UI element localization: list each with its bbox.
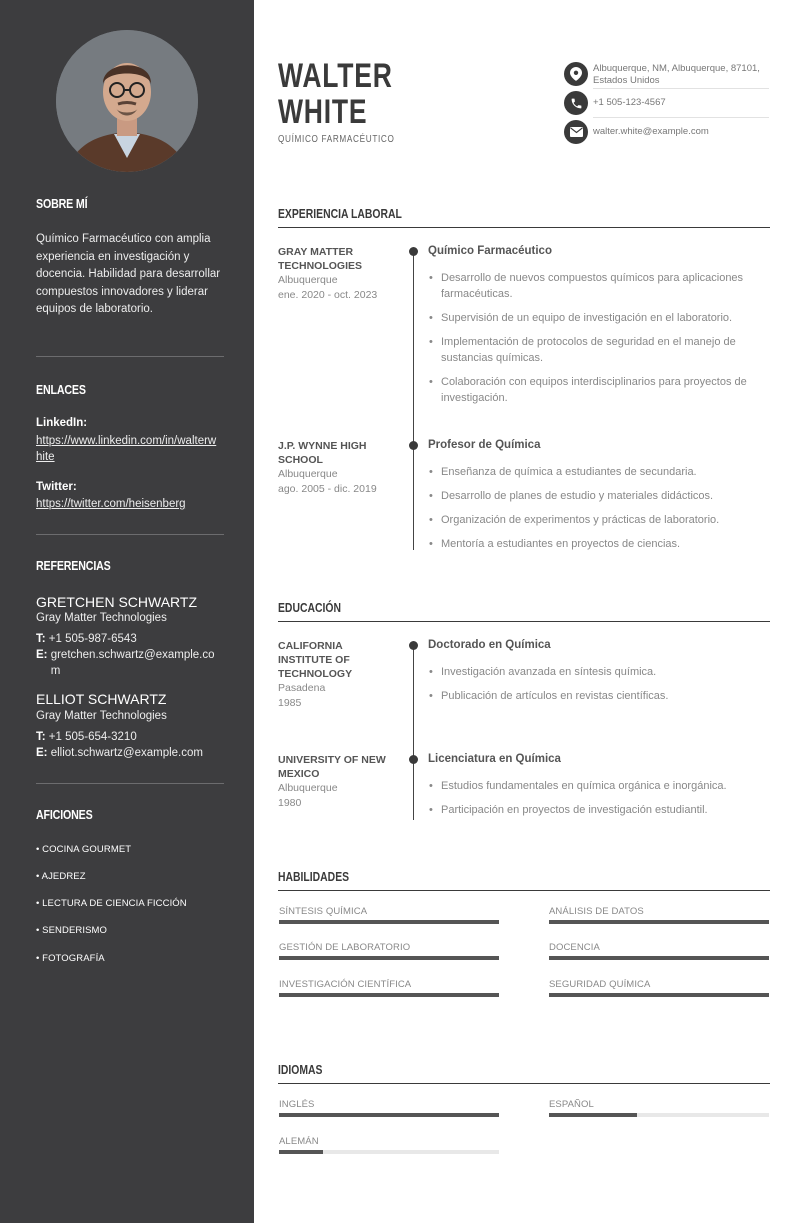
skill-item: [549, 942, 769, 960]
language-item: [279, 1136, 499, 1154]
degree-title: Doctorado en Química: [428, 639, 551, 651]
twitter-link[interactable]: https://twitter.com/heisenberg: [36, 498, 186, 510]
skill-bar: [549, 956, 769, 960]
language-item: [549, 1099, 769, 1117]
divider: [36, 356, 224, 357]
divider: [36, 534, 224, 535]
skill-label: SÍNTESIS QUÍMICA: [279, 906, 368, 917]
location-pin-icon: [564, 62, 588, 86]
date-range: ene. 2020 - oct. 2023: [278, 288, 378, 301]
reference-phone: [36, 729, 220, 745]
language-item: [279, 1099, 499, 1117]
location: Albuquerque: [278, 274, 338, 286]
sidebar: [0, 0, 254, 1223]
skill-bar: [279, 993, 499, 997]
divider: [593, 88, 769, 89]
skill-bar-fill: [279, 956, 499, 960]
contact-phone: [564, 91, 769, 117]
about-heading: SOBRE MÍ: [36, 196, 88, 211]
phone-text: +1 505-123-4567: [593, 97, 666, 108]
skill-bar-fill: [549, 993, 769, 997]
section-rule: [278, 227, 770, 228]
linkedin-label: LinkedIn:: [36, 417, 88, 429]
skill-label: INVESTIGACIÓN CIENTÍFICA: [279, 979, 412, 990]
list-item: • Estudios fundamentales en química orgánica e inorgánica.: [428, 778, 772, 794]
email-label: E:: [36, 649, 48, 661]
hobby-item: • COCINA GOURMET: [36, 844, 132, 855]
reference-name: GRETCHEN SCHWARTZ: [36, 594, 197, 610]
language-bar-fill: [549, 1113, 637, 1117]
divider: [36, 783, 224, 784]
institution-name: UNIVERSITY OF NEW MEXICO: [278, 754, 386, 780]
email-value: gretchen.schwartz@example.com: [50, 649, 215, 677]
skill-label: GESTIÓN DE LABORATORIO: [279, 942, 411, 953]
institution-name: CALIFORNIA INSTITUTE OF TECHNOLOGY: [278, 640, 353, 680]
email-value: elliot.schwartz@example.com: [50, 747, 203, 759]
contact-email: [564, 120, 769, 146]
skills-heading: HABILIDADES: [278, 869, 350, 884]
phone-value: +1 505-987-6543: [48, 633, 137, 645]
list-item: • Desarrollo de nuevos compuestos químicos para aplicaciones farmacéuticas.: [428, 270, 772, 302]
language-label: INGLÉS: [279, 1099, 315, 1110]
skill-bar-fill: [549, 920, 769, 924]
skill-bar-fill: [549, 956, 769, 960]
name-line: WALTER: [278, 57, 393, 95]
skill-label: ANÁLISIS DE DATOS: [549, 906, 644, 917]
list-item: • Investigación avanzada en síntesis química.: [428, 664, 772, 680]
bullet-list: [428, 270, 772, 414]
profile-photo: [56, 30, 198, 172]
list-item: • Mentoría a estudiantes en proyectos de ciencias.: [428, 536, 772, 552]
skill-item: [279, 942, 499, 960]
address-text: Albuquerque, NM, Albuquerque, 87101, Estados Unidos: [593, 63, 760, 86]
links-heading: ENLACES: [36, 382, 86, 397]
hobby-item: • FOTOGRAFÍA: [36, 953, 105, 964]
bullet-list: [428, 664, 772, 712]
linkedin-link[interactable]: https://www.linkedin.com/in/walterwhite: [36, 435, 217, 463]
twitter-label: Twitter:: [36, 481, 77, 493]
language-bar: [279, 1150, 499, 1154]
phone-icon: [564, 91, 588, 115]
skill-bar: [549, 920, 769, 924]
skill-item: [549, 906, 769, 924]
hobbies-heading: AFICIONES: [36, 807, 93, 822]
skill-bar: [279, 920, 499, 924]
job-title: QUÍMICO FARMACÉUTICO: [278, 134, 395, 145]
reference-email: [36, 647, 220, 679]
phone-label: T:: [36, 633, 46, 645]
skill-bar: [279, 956, 499, 960]
section-rule: [278, 890, 770, 891]
language-label: ESPAÑOL: [549, 1099, 594, 1110]
hobby-item: • AJEDREZ: [36, 871, 86, 882]
skill-item: [279, 979, 499, 997]
list-item: • Publicación de artículos en revistas científicas.: [428, 688, 772, 704]
reference-company: Gray Matter Technologies: [36, 612, 167, 624]
language-bar: [279, 1113, 499, 1117]
phone-value: +1 505-654-3210: [48, 731, 137, 743]
phone-label: T:: [36, 731, 46, 743]
skill-bar: [549, 993, 769, 997]
contact-address: [564, 62, 769, 88]
timeline-dot: [409, 755, 418, 764]
location: Albuquerque: [278, 782, 338, 794]
avatar: [56, 30, 198, 172]
timeline-dot: [409, 641, 418, 650]
timeline-dot: [409, 441, 418, 450]
role-title: Profesor de Química: [428, 439, 541, 451]
bullet-list: [428, 778, 772, 826]
reference-email: [36, 745, 220, 761]
timeline-line: [413, 252, 414, 550]
language-bar-fill: [279, 1150, 323, 1154]
envelope-icon: [564, 120, 588, 144]
timeline-line: [413, 646, 414, 820]
list-item: • Enseñanza de química a estudiantes de secundaria.: [428, 464, 772, 480]
languages-heading: IDIOMAS: [278, 1062, 323, 1077]
experience-entry-meta: [278, 245, 398, 302]
location: Albuquerque: [278, 468, 338, 480]
list-item: • Desarrollo de planes de estudio y materiales didácticos.: [428, 488, 772, 504]
date: 1980: [278, 796, 302, 809]
divider: [593, 117, 769, 118]
skill-item: [279, 906, 499, 924]
hobby-item: • SENDERISMO: [36, 925, 108, 936]
list-item: • Implementación de protocolos de seguridad en el manejo de sustancias químicas.: [428, 334, 772, 366]
date: 1985: [278, 696, 302, 709]
section-rule: [278, 621, 770, 622]
education-entry-meta: [278, 753, 398, 810]
organization-name: GRAY MATTER TECHNOLOGIES: [278, 246, 363, 272]
skill-bar-fill: [279, 920, 499, 924]
skill-label: DOCENCIA: [549, 942, 600, 953]
skill-bar-fill: [279, 993, 499, 997]
language-bar: [549, 1113, 769, 1117]
email-text: walter.white@example.com: [593, 126, 709, 137]
timeline-dot: [409, 247, 418, 256]
reference-name: ELLIOT SCHWARTZ: [36, 691, 167, 707]
list-item: • Supervisión de un equipo de investigación en el laboratorio.: [428, 310, 772, 326]
section-rule: [278, 1083, 770, 1084]
skill-label: SEGURIDAD QUÍMICA: [549, 979, 651, 990]
date-range: ago. 2005 - dic. 2019: [278, 482, 377, 495]
reference-company: Gray Matter Technologies: [36, 710, 167, 722]
degree-title: Licenciatura en Química: [428, 753, 561, 765]
organization-name: J.P. WYNNE HIGH SCHOOL: [278, 440, 367, 466]
bullet-list: [428, 464, 772, 560]
language-bar-fill: [279, 1113, 499, 1117]
hobby-item: • LECTURA DE CIENCIA FICCIÓN: [36, 898, 187, 909]
name-line: WHITE: [278, 93, 368, 131]
list-item: • Participación en proyectos de investigación estudiantil.: [428, 802, 772, 818]
role-title: Químico Farmacéutico: [428, 245, 552, 257]
about-text: Químico Farmacéutico con amplia experiencia en investigación y docencia. Habilidad para desarrollar compuestos innovadores y liderar equipos de laboratorio.: [36, 233, 221, 315]
list-item: • Organización de experimentos y prácticas de laboratorio.: [428, 512, 772, 528]
experience-heading: EXPERIENCIA LABORAL: [278, 206, 402, 221]
education-entry-meta: [278, 639, 398, 710]
list-item: • Colaboración con equipos interdisciplinarios para proyectos de investigación.: [428, 374, 772, 406]
email-label: E:: [36, 747, 48, 759]
person-name: [278, 58, 393, 130]
experience-entry-meta: [278, 439, 398, 496]
references-heading: REFERENCIAS: [36, 558, 111, 573]
education-heading: EDUCACIÓN: [278, 600, 341, 615]
reference-phone: [36, 631, 220, 647]
location: Pasadena: [278, 682, 326, 694]
language-label: ALEMÁN: [279, 1136, 319, 1147]
skill-item: [549, 979, 769, 997]
